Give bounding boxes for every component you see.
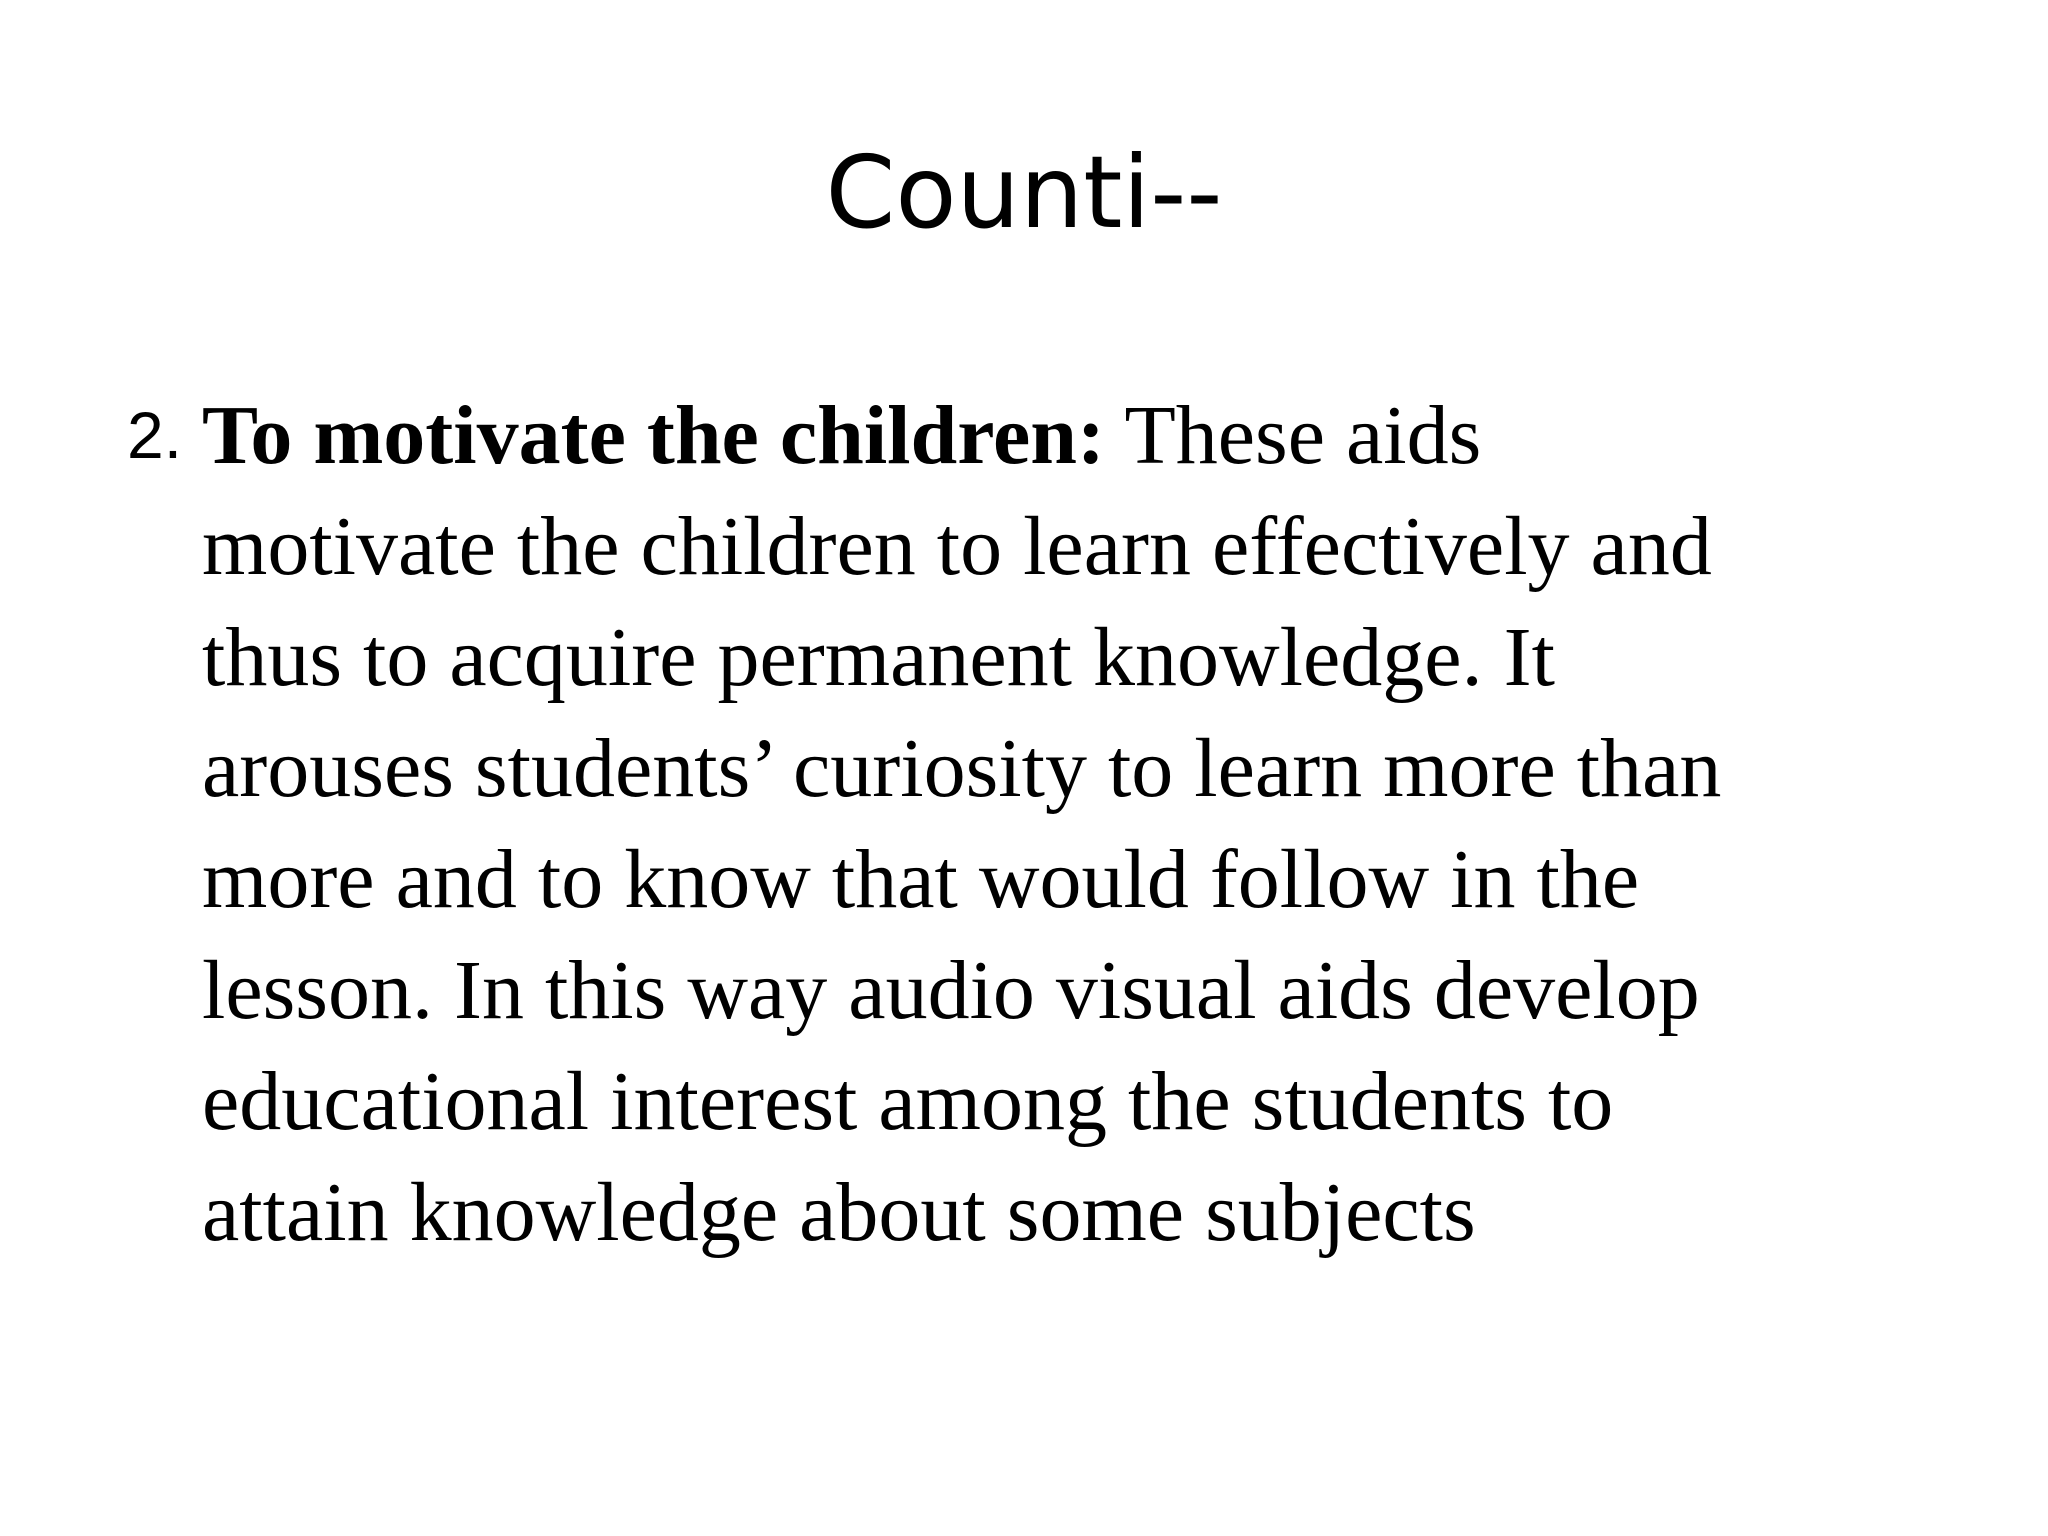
slide-body [127, 380, 1917, 1268]
point-heading: To motivate the children: [202, 389, 1105, 482]
slide-title: Counti-- [825, 134, 1223, 251]
point-line: arouses students’ curiosity to learn more than [202, 722, 1722, 815]
point-number: 2. [127, 398, 183, 472]
point-line: motivate the children to learn effectively and [202, 500, 1712, 593]
point-line: more and to know that would follow in the [202, 833, 1640, 926]
point-line-first [202, 380, 1917, 491]
list-item [127, 380, 1917, 1268]
point-line: attain knowledge about some subjects [202, 1166, 1476, 1259]
point-line: thus to acquire permanent knowledge. It [202, 611, 1555, 704]
point-text: These aids [1124, 389, 1482, 482]
point-line: lesson. In this way audio visual aids develop [202, 944, 1700, 1037]
point-line: educational interest among the students to [202, 1055, 1614, 1148]
